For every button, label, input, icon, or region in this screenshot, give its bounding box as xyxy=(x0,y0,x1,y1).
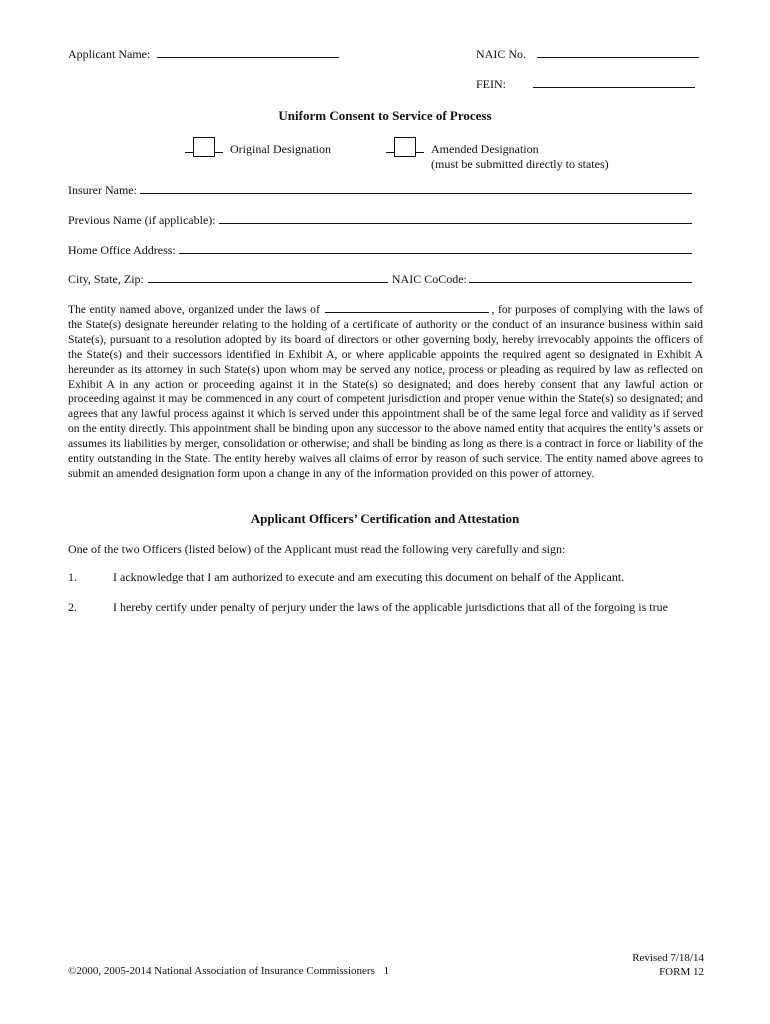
fein-label: FEIN: xyxy=(476,77,506,91)
original-designation-label: Original Designation xyxy=(230,142,331,156)
naic-no-field[interactable] xyxy=(537,46,699,58)
amended-designation-label: Amended Designation xyxy=(431,142,539,156)
amended-underline-left xyxy=(386,141,394,153)
form-number: FORM 12 xyxy=(659,966,704,978)
applicant-name-field[interactable] xyxy=(157,46,339,58)
footer-copyright: ©2000, 2005-2014 National Association of Insurance Commissioners xyxy=(68,965,375,977)
insurer-name-field[interactable] xyxy=(140,182,692,194)
footer-revision-block xyxy=(632,951,704,979)
insurer-name-row xyxy=(68,182,692,198)
city-state-zip-field[interactable] xyxy=(148,271,388,283)
item-number: 2. xyxy=(68,600,77,614)
applicant-name-label: Applicant Name: xyxy=(68,47,151,61)
amended-designation-note: (must be submitted directly to states) xyxy=(431,157,609,171)
item-text: I acknowledge that I am authorized to execute and am executing this document on behalf of the Applicant. xyxy=(113,570,625,584)
fein-field[interactable] xyxy=(533,76,695,88)
certification-item-1 xyxy=(68,570,708,585)
original-designation-option[interactable] xyxy=(185,137,331,157)
footer-copyright-row xyxy=(68,964,389,979)
original-underline-right xyxy=(215,141,223,153)
previous-name-label: Previous Name (if applicable): xyxy=(68,213,216,227)
item-text: I hereby certify under penalty of perjury under the laws of the applicable jurisdictions that all of the forgoing is true xyxy=(113,600,668,614)
previous-name-row xyxy=(68,212,692,228)
consent-paragraph xyxy=(68,301,703,482)
consent-body: , for purposes of complying with the laws of the State(s) designate hereunder relating to the holding of a certificate of authority or the conduct of an insurance business within said State(s), pursuant to a resolution adopted by its board of directors or other governing body, hereby irrevocably appoints the officers of the State(s) and their successors identified in Exhibit A, or where applicable appoints the required agent so designated in Exhibit A hereunder as its attorney in such State(s) upon whom may be served any notice, process or pleading as required by law as reflected on Exhibit A in any action or proceeding against it in the State(s) so designated; and does hereby consent that any lawful action or proceeding against it may be commenced in any court of competent jurisdiction and proper venue within the State(s) so designated; and agrees that any lawful process against it which is served under this appointment shall be of the same legal force and validity as if served on the entity directly. This appointment shall be binding upon any successor to the above named entity that acquires the entity’s assets or assumes its liabilities by merger, consolidation or otherwise; and shall be binding as long as there is a contract in force or liability of the entity outstanding in the State. The entity hereby waives all claims of error by reason of such service. The entity named above agrees to submit an amended designation form upon a change in any of the information provided on this power of attorney. xyxy=(68,303,703,480)
city-state-zip-label: City, State, Zip: xyxy=(68,272,144,286)
form-title: Uniform Consent to Service of Process xyxy=(278,108,492,123)
previous-name-field[interactable] xyxy=(219,212,692,224)
amended-underline-right xyxy=(416,141,424,153)
applicant-name-row xyxy=(68,46,339,62)
item-number: 1. xyxy=(68,570,77,584)
naic-cocode-field[interactable] xyxy=(469,271,692,283)
city-state-zip-row xyxy=(68,271,692,287)
page-number: 1 xyxy=(383,965,390,977)
naic-no-row xyxy=(476,46,699,62)
consent-intro: The entity named above, organized under the laws of xyxy=(68,303,320,316)
original-designation-checkbox[interactable] xyxy=(193,137,215,157)
naic-no-label: NAIC No. xyxy=(476,47,526,61)
home-office-field[interactable] xyxy=(179,242,692,254)
naic-cocode-label: NAIC CoCode: xyxy=(391,272,467,286)
amended-designation-option[interactable] xyxy=(386,137,539,157)
insurer-name-label: Insurer Name: xyxy=(68,183,137,197)
certification-heading: Applicant Officers’ Certification and Attestation xyxy=(250,511,520,526)
home-office-row xyxy=(68,242,692,258)
original-underline-left xyxy=(185,141,193,153)
fein-row xyxy=(476,76,695,92)
certification-item-2 xyxy=(68,600,708,615)
state-of-organization-field[interactable] xyxy=(325,301,489,313)
revised-date: Revised 7/18/14 xyxy=(632,952,704,964)
home-office-label: Home Office Address: xyxy=(68,243,176,257)
amended-designation-checkbox[interactable] xyxy=(394,137,416,157)
certification-instruction: One of the two Officers (listed below) of the Applicant must read the following very carefully and sign: xyxy=(68,542,566,556)
